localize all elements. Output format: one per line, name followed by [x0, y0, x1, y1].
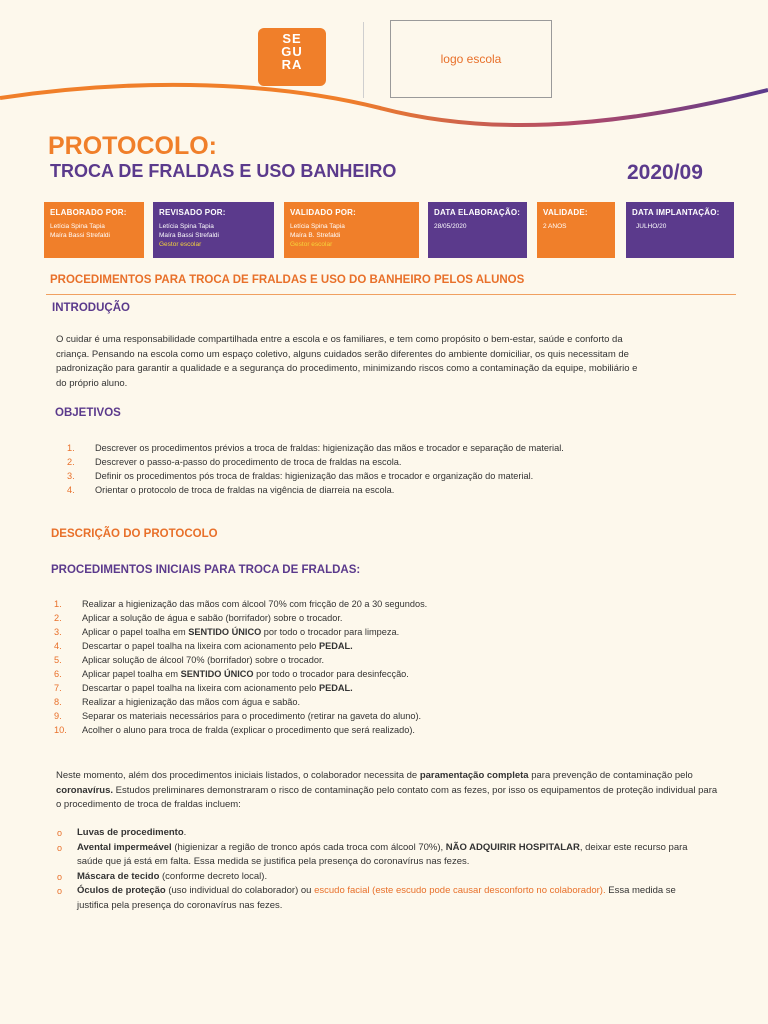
epi-item: o Luvas de procedimento.: [57, 827, 187, 838]
step-text: [82, 625, 399, 639]
epi-item: o Óculos de proteção (uso individual do colaborador) ou escudo facial (este escudo pode causar desconforto no colaborador). Essa medida se justifica pela presença do coronavírus nas fezes.: [57, 885, 676, 911]
epi-paragraph: [56, 769, 724, 813]
epi-list: [57, 826, 707, 913]
epi-item-bold: NÃO ADQUIRIR HOSPITALAR: [445, 841, 580, 853]
box-value: Maíra Bassi Strefaldi: [159, 232, 219, 239]
epi-item-bold: Máscara de tecido: [77, 870, 160, 882]
logo-line: GU: [281, 44, 303, 59]
epi-item: o Máscara de tecido (conforme decreto local).: [57, 870, 268, 882]
step-text: [82, 653, 324, 667]
intro-line: do próprio aluno.: [56, 377, 128, 389]
protocol-subtitle: TROCA DE FRALDAS E USO BANHEIRO: [50, 161, 397, 181]
epi-item-text: Essa medida se justifica pela presença do coronavírus nas fezes.: [77, 885, 676, 911]
step-text: [82, 681, 353, 695]
procedimentos-heading: PROCEDIMENTOS INICIAIS PARA TROCA DE FRALDAS:: [51, 564, 361, 576]
step-text: [82, 709, 421, 723]
step-item: [54, 653, 734, 667]
step-text-part: Descartar o papel toalha na lixeira com acionamento pelo: [82, 641, 319, 651]
step-text-bold: PEDAL.: [318, 641, 353, 651]
step-number: 5.: [54, 655, 62, 665]
step-number: 9.: [54, 711, 62, 721]
box-value: JULHO/20: [636, 223, 667, 230]
list-item-text: Descrever o passo-a-passo do procedimento de troca de fraldas na escola.: [95, 457, 402, 467]
step-item: [54, 597, 734, 611]
box-role: Gestor escolar: [159, 241, 202, 248]
step-text: [82, 695, 300, 709]
epi-item-text: (uso individual do colaborador) ou: [165, 885, 315, 896]
step-text-part: Aplicar o papel toalha em: [82, 627, 189, 637]
logo-line: RA: [281, 57, 303, 72]
list-item-text: Descrever os procedimentos prévios a troca de fraldas: higienização das mãos e trocador e separação de material.: [95, 443, 564, 453]
epi-item-bold: Luvas de procedimento: [77, 827, 184, 838]
step-number: 7.: [54, 683, 62, 693]
steps-list: [54, 597, 734, 737]
epi-item-bold: Óculos de proteção: [77, 885, 166, 896]
epi-item-text: (higienizar a região de tronco após cada troca com álcool 70%),: [171, 841, 446, 853]
logo-line: SE: [282, 31, 302, 46]
list-item: 2. Descrever o passo-a-passo do procedimento de troca de fraldas na escola.: [67, 457, 402, 467]
step-text: [82, 667, 409, 681]
step-text: [82, 597, 427, 611]
epi-item-text: , deixar este recurso para saúde que já está em falta. Essa medida se justifica pela presença do coronavírus nas fezes.: [77, 841, 688, 867]
school-logo-label: logo escola: [440, 52, 502, 66]
step-text-part: Descartar o papel toalha na lixeira com acionamento pelo: [82, 683, 319, 693]
list-item-text: Orientar o protocolo de troca de fraldas na vigência de diarreia na escola.: [95, 485, 395, 495]
epi-text: para prevenção de contaminação pelo: [528, 770, 693, 781]
intro-line: criança. Pensando na escola como um espaço coletivo, alguns cuidados serão diferentes do ambiente domiciliar, os quis necessitam de: [56, 348, 629, 360]
objetivos-heading: OBJETIVOS: [55, 407, 121, 419]
step-number: 10.: [54, 725, 67, 735]
box-label: VALIDADO POR:: [290, 208, 357, 217]
box-value: Letícia Spina Tapia: [50, 223, 105, 230]
box-role: Gestor escolar: [290, 241, 333, 248]
box-label: ELABORADO POR:: [50, 208, 127, 217]
step-text-part: Aplicar a solução de água e sabão (borrifador) sobre o trocador.: [82, 613, 343, 623]
box-value: 2 ANOS: [543, 223, 567, 230]
step-text-bold: SENTIDO ÚNICO: [188, 627, 262, 637]
decorative-wave: [0, 70, 768, 140]
epi-item-bold: Avental impermeável: [77, 841, 172, 853]
step-text-part: Realizar a higienização das mãos com álcool 70% com fricção de 20 a 30 segundos.: [82, 599, 428, 609]
step-text: [82, 723, 415, 737]
step-item: [54, 723, 734, 737]
box-elaborado: [44, 202, 144, 258]
epi-text-bold: coronavírus.: [56, 784, 114, 796]
step-number: 6.: [54, 669, 62, 679]
box-label: DATA ELABORAÇÃO:: [434, 208, 521, 217]
step-number: 1.: [54, 599, 62, 609]
box-value: Letícia Spina Tapia: [159, 223, 214, 230]
epi-text-bold: paramentação completa: [419, 770, 529, 781]
intro-line: padronização para garantir a qualidade e a segurança do procedimento, minimizando riscos como a contaminação da equipe, mobiliário e: [56, 363, 638, 374]
list-item-text: Definir os procedimentos pós troca de fraldas: higienização das mãos e trocador e organização do material.: [95, 471, 534, 481]
step-item: [54, 667, 734, 681]
epi-text: Estudos preliminares demonstraram o risco de contaminação pelo contato com as fezes, por isso os equipamentos de proteção individual para o procedimento de troca de fraldas incluem:: [56, 784, 718, 810]
epi-item-accent: escudo facial (este escudo pode causar desconforto no colaborador).: [314, 885, 606, 896]
step-text: [82, 639, 353, 653]
list-item: 3. Definir os procedimentos pós troca de fraldas: higienização das mãos e trocador e organização do material.: [67, 471, 534, 481]
step-item: [54, 695, 734, 709]
box-value: Letícia Spina Tapia: [290, 223, 345, 230]
intro-heading: INTRODUÇÃO: [52, 302, 130, 314]
list-item: 1. Descrever os procedimentos prévios a troca de fraldas: higienização das mãos e trocador e separação de material.: [67, 443, 564, 453]
step-number: 4.: [54, 641, 62, 651]
step-number: 3.: [54, 627, 62, 637]
step-text-part: Aplicar papel toalha em: [82, 669, 181, 679]
step-text-bold: PEDAL.: [318, 683, 353, 693]
step-number: 2.: [54, 613, 62, 623]
epi-item-text: (conforme decreto local).: [159, 870, 268, 882]
box-revisado: [153, 202, 274, 258]
step-text: [82, 611, 342, 625]
box-label: VALIDADE:: [543, 208, 588, 217]
step-item: [54, 681, 734, 695]
section-divider: [46, 294, 736, 295]
descricao-heading: DESCRIÇÃO DO PROTOCOLO: [51, 528, 218, 540]
step-text-bold: SENTIDO ÚNICO: [180, 669, 254, 679]
section-title: PROCEDIMENTOS PARA TROCA DE FRALDAS E USO DO BANHEIRO PELOS ALUNOS: [50, 274, 525, 286]
step-item: [54, 639, 734, 653]
step-text-part: por todo o trocador para limpeza.: [261, 627, 400, 637]
epi-item: o Avental impermeável (higienizar a região de tronco após cada troca com álcool 70%), NÃO ADQUIRIR HOSPITALAR, deixar este recurso para saúde que já está em falta. Essa medida se justifica pela presença do coronavírus nas fezes.: [57, 841, 688, 867]
box-value: Maíra B. Strefaldi: [290, 232, 341, 239]
box-label: REVISADO POR:: [159, 208, 226, 217]
objetivos-list: [67, 441, 727, 497]
step-item: [54, 611, 734, 625]
box-data-elaboracao: [428, 202, 527, 258]
step-item: [54, 625, 734, 639]
box-data-implantacao: [626, 202, 734, 258]
step-text-part: Aplicar solução de álcool 70% (borrifador) sobre o trocador.: [82, 655, 325, 665]
epi-text: Neste momento, além dos procedimentos iniciais listados, o colaborador necessita de: [56, 770, 420, 781]
box-value: 28/05/2020: [434, 223, 467, 230]
step-text-part: Acolher o aluno para troca de fralda (explicar o procedimento que será realizado).: [82, 725, 415, 735]
protocol-version: 2020/09: [627, 161, 703, 184]
box-validade: [537, 202, 615, 258]
step-text-part: Realizar a higienização das mãos com água e sabão.: [82, 697, 301, 707]
protocol-title: PROTOCOLO:: [48, 132, 217, 160]
list-item: 4. Orientar o protocolo de troca de fraldas na vigência de diarreia na escola.: [67, 485, 395, 495]
intro-line: O cuidar é uma responsabilidade compartilhada entre a escola e os familiares, e tem como propósito o bem-estar, saúde e conforto da: [56, 334, 623, 345]
step-text-part: Separar os materiais necessários para o procedimento (retirar na gaveta do aluno).: [82, 711, 422, 721]
box-value: Maíra Bassi Strefaldi: [50, 232, 110, 239]
box-validado: [284, 202, 419, 258]
intro-paragraph: [56, 333, 736, 391]
epi-item-text: .: [183, 827, 187, 838]
step-text-part: por todo o trocador para desinfecção.: [253, 669, 409, 679]
box-label: DATA IMPLANTAÇÃO:: [632, 208, 720, 217]
step-item: [54, 709, 734, 723]
step-number: 8.: [54, 697, 62, 707]
